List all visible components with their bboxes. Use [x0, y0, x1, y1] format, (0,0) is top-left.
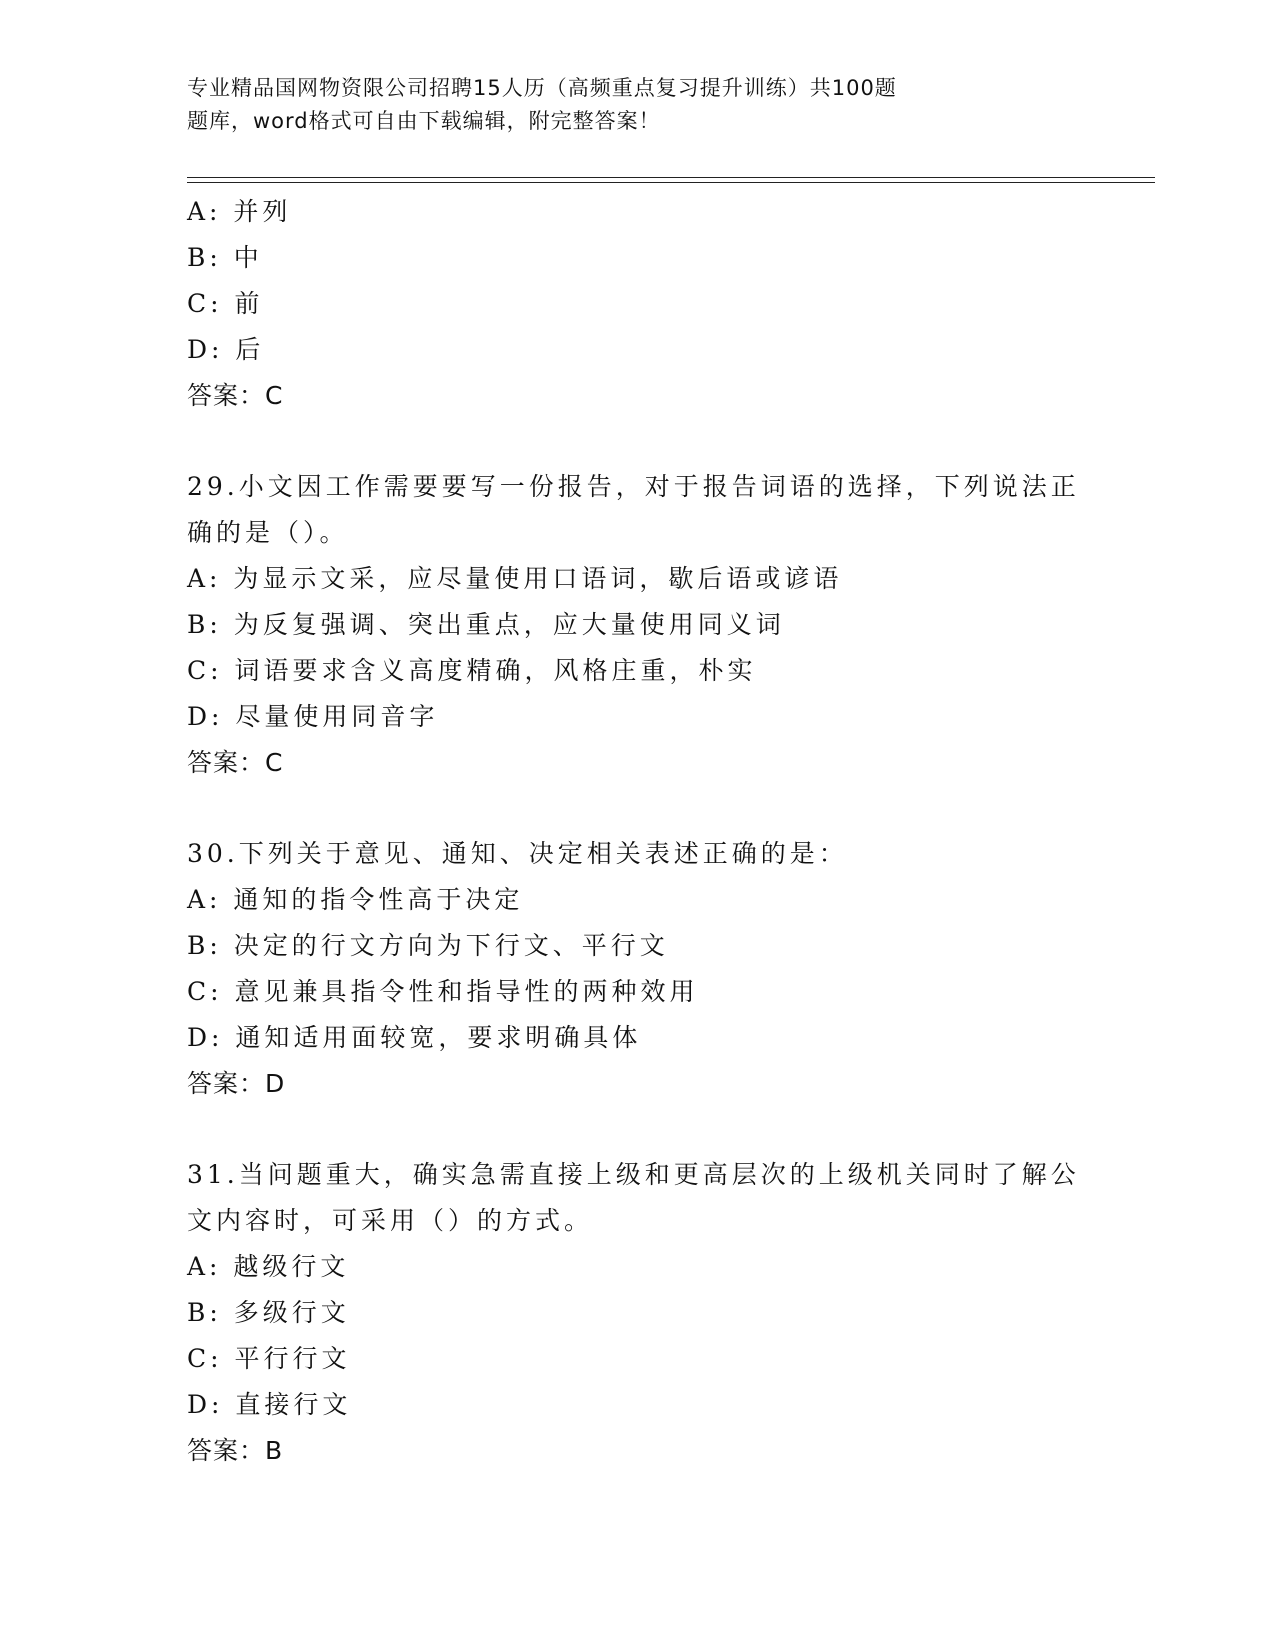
option-d: D: 直接行文	[187, 1390, 352, 1419]
question-stem-line: 文内容时，可采用（）的方式。	[187, 1206, 594, 1235]
question-stem-line: 30.下列关于意见、通知、决定相关表述正确的是：	[187, 839, 848, 868]
question-stem-line: 确的是（）。	[187, 518, 349, 547]
option-a: A: 越级行文	[187, 1252, 350, 1281]
question-29	[187, 464, 1087, 786]
answer: 答案：D	[187, 1069, 286, 1098]
question-list	[187, 189, 1087, 1474]
header-title-line-2: 题库，word格式可自由下载编辑，附完整答案！	[187, 109, 661, 133]
option-b: B: 为反复强调、突出重点，应大量使用同义词	[187, 610, 785, 639]
option-b: B: 多级行文	[187, 1298, 350, 1327]
option-b: B: 中	[187, 243, 263, 272]
answer: 答案：C	[187, 381, 284, 410]
option-c: C: 意见兼具指令性和指导性的两种效用	[187, 977, 699, 1006]
option-c: C: 平行行文	[187, 1344, 351, 1373]
header-divider-bottom	[187, 182, 1155, 183]
option-d: D: 后	[187, 335, 265, 364]
option-d: D: 通知适用面较宽，要求明确具体	[187, 1023, 642, 1052]
option-c: C: 词语要求含义高度精确，风格庄重，朴实	[187, 656, 757, 685]
question-stem-line: 29.小文因工作需要要写一份报告，对于报告词语的选择，下列说法正	[187, 472, 1080, 501]
question-30	[187, 831, 1087, 1107]
option-b: B: 决定的行文方向为下行文、平行文	[187, 931, 669, 960]
option-c: C: 前	[187, 289, 264, 318]
header-title-line-1: 专业精品国网物资限公司招聘15人历（高频重点复习提升训练）共100题	[187, 76, 897, 100]
option-a: A: 通知的指令性高于决定	[187, 885, 524, 914]
option-d: D: 尽量使用同音字	[187, 702, 439, 731]
option-a: A: 为显示文采，应尽量使用口语词，歇后语或谚语	[187, 564, 843, 593]
answer: 答案：B	[187, 1436, 284, 1465]
question-28	[187, 189, 1087, 419]
option-a: A: 并列	[187, 197, 292, 226]
question-stem-line: 31.当问题重大，确实急需直接上级和更高层次的上级机关同时了解公	[187, 1160, 1080, 1189]
answer: 答案：C	[187, 748, 284, 777]
document-header	[187, 72, 1007, 138]
header-divider-top	[187, 177, 1155, 178]
question-31	[187, 1152, 1087, 1474]
